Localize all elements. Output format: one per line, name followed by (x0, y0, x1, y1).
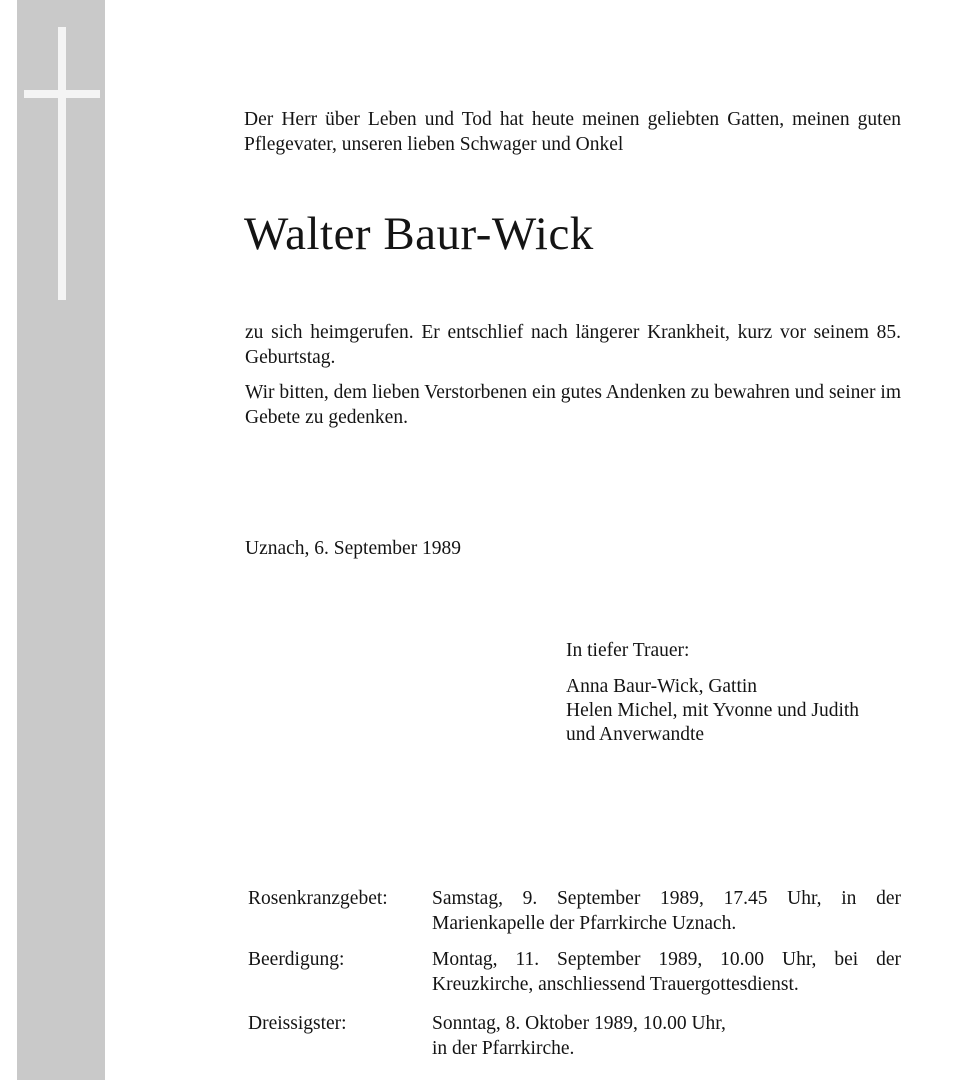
mourner-name: Helen Michel, mit Yvonne und Judith (566, 700, 860, 721)
mourning-title: In tiefer Trauer: (566, 640, 690, 661)
cross-icon (58, 27, 66, 300)
cross-icon-bar (24, 90, 100, 98)
intro-text: Der Herr über Leben und Tod hat heute meinen geliebten Gatten, meinen guten Pflegevater, unseren lieben Schwager und Onkel (244, 109, 901, 155)
event-detail-line: Sonntag, 8. Oktober 1989, 10.00 Uhr, (432, 1013, 726, 1034)
event-label-rosary: Rosenkranzgebet: (248, 888, 388, 909)
event-label-funeral: Beerdigung: (248, 949, 345, 970)
remembrance-request-text: Wir bitten, dem lieben Verstorbenen ein gutes Andenken zu bewahren und seiner im Gebete zu gedenken. (245, 382, 901, 428)
mourner-name: und Anverwandte (566, 724, 705, 745)
mourner-name: Anna Baur-Wick, Gattin (566, 676, 758, 697)
event-detail-funeral: Montag, 11. September 1989, 10.00 Uhr, bei der Kreuzkirche, anschliessend Trauergottesdienst. (432, 949, 901, 995)
event-detail-line: in der Pfarrkirche. (432, 1038, 575, 1059)
event-label-thirtieth-day: Dreissigster: (248, 1013, 347, 1034)
place-and-date: Uznach, 6. September 1989 (245, 538, 462, 559)
death-announcement-text: zu sich heimgerufen. Er entschlief nach längerer Krankheit, kurz vor seinem 85. Geburtstag. (245, 322, 901, 368)
event-detail-thirtieth-day (432, 1011, 901, 1061)
event-detail-rosary: Samstag, 9. September 1989, 17.45 Uhr, in der Marienkapelle der Pfarrkirche Uznach. (432, 888, 901, 934)
deceased-name: Walter Baur-Wick (244, 208, 594, 260)
